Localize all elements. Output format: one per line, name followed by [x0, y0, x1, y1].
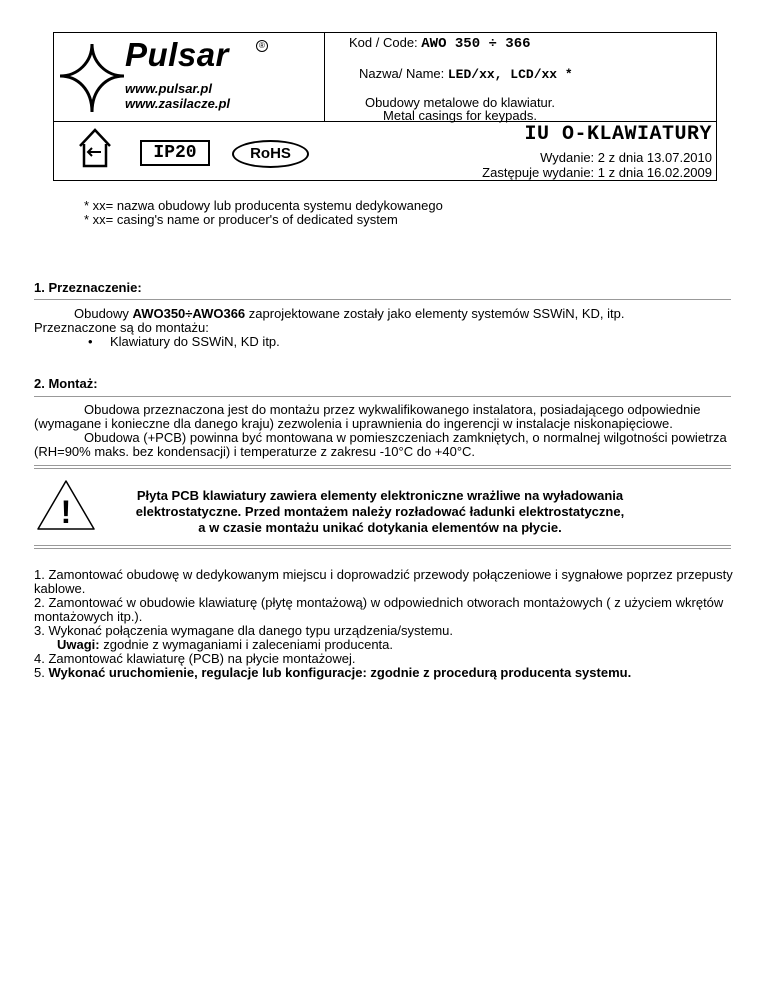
document-title: IU O-KLAWIATURY	[524, 123, 712, 146]
logo-brand: Pulsar	[125, 36, 229, 73]
warning-line-2: elektrostatyczne. Przed montażem należy rozładować ładunki elektrostatyczne,	[135, 504, 625, 519]
product-range: AWO350÷AWO366	[132, 306, 246, 321]
code-label: Kod / Code:	[349, 35, 418, 50]
step-1-line2: kablowe.	[34, 581, 86, 596]
warning-bottom-rule	[34, 545, 731, 549]
warning-line-3: a w czasie montażu unikać dotykania elementów na płycie.	[198, 520, 562, 535]
bullet-icon: •	[88, 334, 93, 349]
step-2-line2: montażowych itp.).	[34, 609, 143, 624]
ip-rating-badge: IP20	[140, 140, 210, 166]
header-column-divider	[324, 33, 325, 121]
footnote-en: * xx= casing's name or producer's of dedicated system	[84, 212, 398, 227]
code-line	[349, 35, 531, 52]
section1-heading: 1. Przeznaczenie:	[34, 280, 142, 295]
footnote-pl: * xx= nazwa obudowy lub producenta systemu dedykowanego	[84, 198, 443, 213]
replaces-line: Zastępuje wydanie: 1 z dnia 16.02.2009	[482, 165, 712, 180]
warning-triangle-icon	[35, 478, 97, 532]
name-line	[359, 66, 573, 82]
code-value: AWO 350 ÷ 366	[421, 36, 531, 52]
description-pl: Obudowy metalowe do klawiatur.	[364, 95, 556, 110]
section1-intended-for: Przeznaczone są do montażu:	[34, 320, 209, 335]
section2-heading: 2. Montaż:	[34, 376, 98, 391]
section2-rule	[34, 396, 731, 397]
step-2-line1: 2. Zamontować w obudowie klawiaturę (płytę montażową) w odpowiednich otworach montażowych ( z użyciem wkrętów	[34, 595, 724, 610]
step-3-note: Uwagi: zgodnie z wymaganiami i zaleceniami producenta.	[57, 637, 394, 652]
note-label: Uwagi:	[57, 637, 100, 652]
section2-p1-line1: Obudowa przeznaczona jest do montażu przez wykwalifikowanego instalatora, posiadającego odpowiednie	[84, 402, 701, 417]
description-en: Metal casings for keypads.	[383, 108, 537, 123]
step-4: 4. Zamontować klawiaturę (PCB) na płycie montażowej.	[34, 651, 356, 666]
name-label: Nazwa/ Name:	[359, 66, 445, 81]
edition-line: Wydanie: 2 z dnia 13.07.2010	[540, 150, 712, 165]
warning-text	[118, 488, 642, 536]
warning-line-1: Płyta PCB klawiatury zawiera elementy elektroniczne wrażliwe na wyładowania	[136, 488, 624, 503]
section2-p1-line2: (wymagane i konieczne dla danego kraju) zezwolenia i uprawnienia do ingerencji w instalacje niskonapięciowe.	[34, 416, 673, 431]
warning-symbol: !	[60, 494, 72, 530]
section1-paragraph: Obudowy AWO350÷AWO366 zaprojektowane zostały jako elementy systemów SSWiN, KD, itp.	[74, 306, 625, 321]
section1-rule	[34, 299, 731, 300]
list-item: Klawiatury do SSWiN, KD itp.	[110, 334, 280, 349]
pulsar-logo-icon	[58, 42, 126, 114]
step-1-line1: 1. Zamontować obudowę w dedykowanym miejscu i doprowadzić przewody połączeniowe i sygnałowe poprzez przepusty	[34, 567, 733, 582]
logo-url-zasilacze: www.zasilacze.pl	[125, 96, 231, 111]
warning-top-rule	[34, 465, 731, 469]
step-5: 5. Wykonać uruchomienie, regulacje lub konfiguracje: zgodnie z procedurą producenta systemu.	[34, 665, 632, 680]
rohs-badge: RoHS	[232, 140, 309, 168]
step-3: 3. Wykonać połączenia wymagane dla danego typu urządzenia/systemu.	[34, 623, 454, 638]
indoor-use-icon	[70, 124, 120, 172]
logo-url-pulsar: www.pulsar.pl	[125, 81, 212, 96]
section2-p2-line2: (RH=90% maks. bez kondensacji) i temperaturze z zakresu -10°C do +40°C.	[34, 444, 476, 459]
section2-p2-line1: Obudowa (+PCB) powinna być montowana w pomieszczeniach zamkniętych, o normalnej wilgotności powietrza	[84, 430, 727, 445]
name-value: LED/xx, LCD/xx *	[447, 67, 573, 82]
registered-mark: ®	[256, 40, 268, 52]
